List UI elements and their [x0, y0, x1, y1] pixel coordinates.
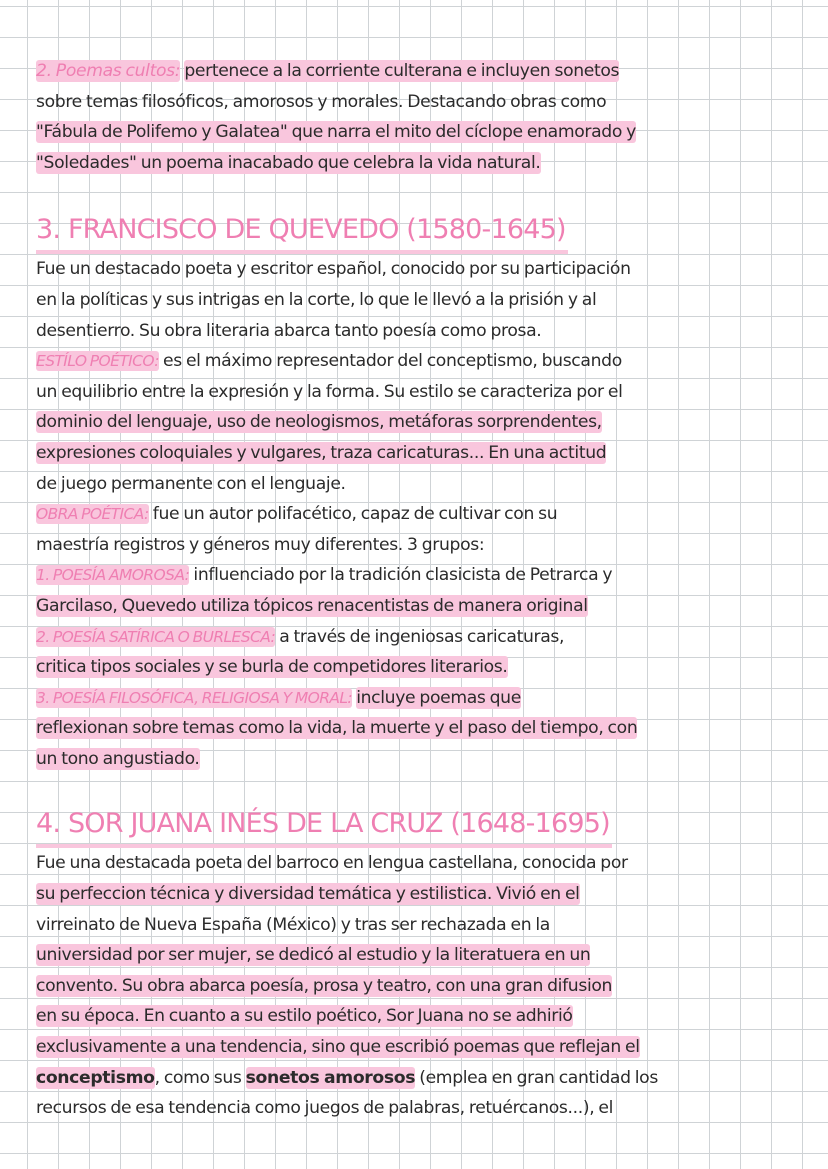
quevedo-line-1: Fue un destacado poeta y escritor español, conocido por su participación: [36, 259, 631, 280]
quevedo-line-6: dominio del lenguaje, uso de neologismos, metáforas sorprendentes,: [36, 412, 602, 433]
obra-poetica-line: OBRA POÉTICA: fue un autor polifacético, capaz de cultivar con su: [36, 504, 558, 525]
sorjuana-line-4: universidad por ser mujer, se dedicó al estudio y la literatuera en un: [36, 945, 591, 966]
quevedo-line-17: un tono angustiado.: [36, 748, 200, 769]
poesia-amorosa-label: 1. POESÍA AMOROSA:: [36, 566, 190, 585]
quevedo-line-16: reflexionan sobre temas como la vida, la muerte y el paso del tiempo, con: [36, 718, 638, 739]
poesia-amorosa-line: 1. POESÍA AMOROSA: influenciado por la tradición clasicista de Petrarca y: [36, 565, 613, 586]
poemas-cultos-line-3: "Fábula de Polifemo y Galatea" que narra el mito del cíclope enamorado y: [36, 122, 636, 143]
quevedo-line-8: de juego permanente con el lenguaje.: [36, 473, 346, 494]
poesia-satirica-line: 2. POESÍA SATÍRICA O BURLESCA: a través de ingeniosas caricaturas,: [36, 626, 565, 647]
quevedo-line-10: maestría registros y géneros muy diferentes. 3 grupos:: [36, 534, 485, 555]
sorjuana-line-1: Fue una destacada poeta del barroco en lengua castellana, conocida por: [36, 853, 628, 874]
sorjuana-line-3: virreinato de Nueva España (México) y tras ser rechazada en la: [36, 914, 550, 935]
poemas-cultos-line-2: sobre temas filosóficos, amorosos y morales. Destacando obras como: [36, 91, 607, 112]
notes-page: [36, 56, 788, 1124]
sorjuana-line-9: recursos de esa tendencia como juegos de palabras, retuércanos...), el: [36, 1098, 614, 1119]
quevedo-title: 3. FRANCISCO DE QUEVEDO (1580-1645): [36, 210, 568, 254]
sorjuana-line-8: conceptismo, como sus sonetos amorosos (emplea en gran cantidad los: [36, 1067, 658, 1088]
quevedo-line-7: expresiones coloquiales y vulgares, traza caricaturas... En una actitud: [36, 442, 607, 463]
sorjuana-line-2: su perfeccion técnica y diversidad temática y estilistica. Vivió en el: [36, 884, 580, 905]
poesia-filosofica-label: 3. POESÍA FILOSÓFICA, RELIGIOSA Y MORAL:: [36, 688, 353, 707]
estilo-poetico-line: ESTÍLO POÉTICO: es el máximo representador del conceptismo, buscando: [36, 351, 622, 372]
sorjuana-line-7: exclusivamente a una tendencia, sino que escribió poemas que reflejan el: [36, 1037, 640, 1058]
poesia-satirica-label: 2. POESÍA SATÍRICA O BURLESCA:: [36, 627, 276, 646]
quevedo-line-14: critica tipos sociales y se burla de competidores literarios.: [36, 657, 508, 678]
estilo-poetico-label: ESTÍLO POÉTICO:: [36, 352, 159, 371]
sorjuana-line-6: en su época. En cuanto a su estilo poético, Sor Juana no se adhirió: [36, 1006, 573, 1027]
poemas-cultos-label: 2. Poemas cultos:: [36, 61, 181, 81]
sonetos-amorosos-bold: sonetos amorosos: [245, 1067, 416, 1088]
quevedo-line-5: un equilibrio entre la expresión y la forma. Su estilo se caracteriza por el: [36, 381, 623, 402]
sorjuana-title: 4. SOR JUANA INÉS DE LA CRUZ (1648-1695): [36, 804, 612, 848]
quevedo-line-12: Garcilaso, Quevedo utiliza tópicos renacentistas de manera original: [36, 595, 588, 616]
poemas-cultos-line-4: "Soledades" un poema inacabado que celebra la vida natural.: [36, 152, 541, 173]
conceptismo-bold: conceptismo: [36, 1067, 155, 1088]
obra-poetica-label: OBRA POÉTICA:: [36, 505, 149, 524]
quevedo-line-3: desentierro. Su obra literaria abarca tanto poesía como prosa.: [36, 320, 542, 341]
poesia-filosofica-line: 3. POESÍA FILOSÓFICA, RELIGIOSA Y MORAL: incluye poemas que: [36, 687, 521, 708]
quevedo-heading: [36, 210, 788, 254]
poemas-cultos-line-1: 2. Poemas cultos: pertenece a la corriente culterana e incluyen sonetos: [36, 61, 620, 81]
sorjuana-line-5: convento. Su obra abarca poesía, prosa y teatro, con una gran difusion: [36, 975, 613, 996]
sorjuana-heading: [36, 804, 788, 848]
quevedo-line-2: en la políticas y sus intrigas en la corte, lo que le llevó a la prisión y al: [36, 289, 597, 310]
